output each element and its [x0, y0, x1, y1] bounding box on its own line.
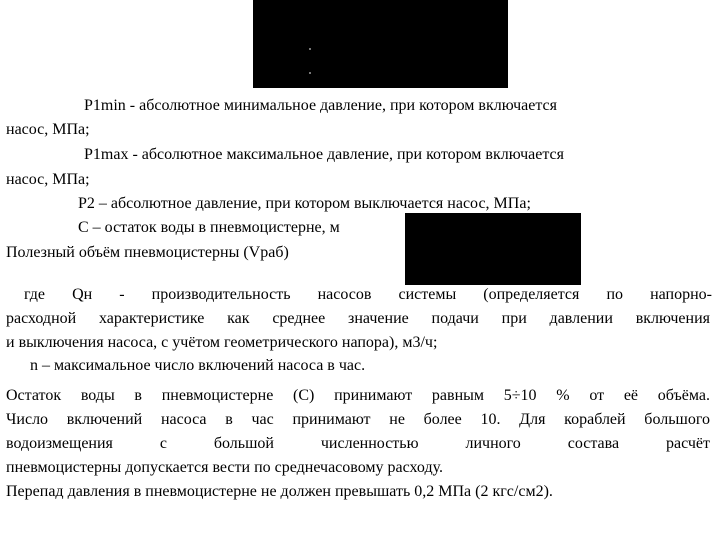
formula-dot: [309, 48, 311, 50]
where-line-1: где Qн - производительность насосов системы (определяется по напорно-: [24, 286, 712, 303]
where-line-3: и выключения насоса, с учётом геометрического напора), м3/ч;: [6, 334, 438, 351]
formula-image-top: [253, 0, 508, 88]
paragraph-line-2: Число включений насоса в час принимают не более 10. Для кораблей большого: [6, 411, 710, 428]
paragraph-line-1: Остаток воды в пневмоцистерне (С) принимают равным 5÷10 % от её объёма.: [6, 387, 710, 404]
definition-p1max: P1max - абсолютное максимальное давление, при котором включается: [84, 146, 564, 163]
where-line-4: n – максимальное число включений насоса в час.: [30, 357, 366, 374]
paragraph-line-5: Перепад давления в пневмоцистерне не должен превышать 0,2 МПа (2 кгс/см2).: [6, 483, 553, 500]
paragraph-line-3: водоизмещения с большой численностью личного состава расчёт: [6, 435, 710, 452]
definition-p1min-continued: насос, МПа;: [6, 121, 90, 138]
where-line-2: расходной характеристике как среднее значение подачи при давлении включения: [6, 310, 710, 327]
formula-image-middle: [405, 213, 581, 285]
formula-dot: [309, 72, 311, 74]
definition-p1min: P1min - абсолютное минимальное давление, при котором включается: [84, 97, 557, 114]
useful-volume-label: Полезный объём пневмоцистерны (Vраб): [6, 244, 289, 261]
definition-p2: P2 – абсолютное давление, при котором выключается насос, МПа;: [78, 195, 531, 212]
definition-c: С – остаток воды в пневмоцистерне, м: [78, 219, 340, 236]
paragraph-line-4: пневмоцистерны допускается вести по среднечасовому расходу.: [6, 459, 444, 476]
definition-p1max-continued: насос, МПа;: [6, 171, 90, 188]
